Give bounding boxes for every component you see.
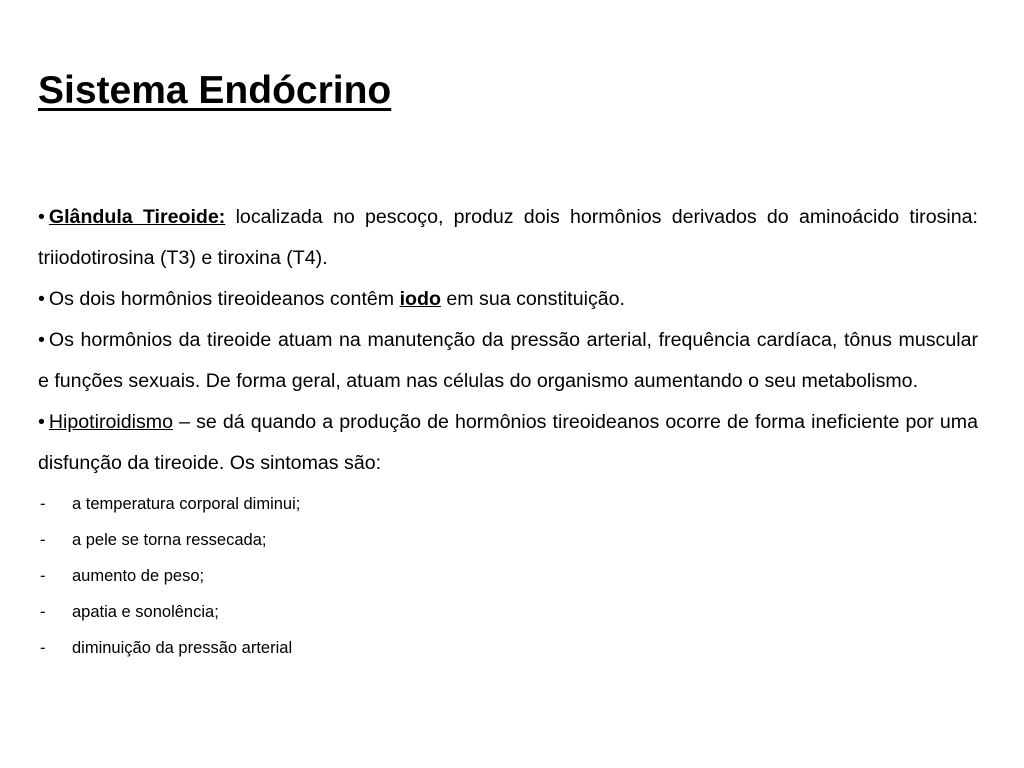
- symptom-text: a temperatura corporal diminui;: [72, 495, 301, 513]
- symptom-item: [38, 522, 978, 558]
- symptom-text: aumento de peso;: [72, 567, 205, 585]
- dash-marker: -: [40, 567, 46, 585]
- symptom-item: [38, 486, 978, 522]
- bullet-marker: •: [38, 288, 45, 310]
- bullet-hipotiroidismo: [38, 402, 978, 484]
- bullet-text: Os dois hormônios tireoideanos contêm: [48, 288, 400, 310]
- term-hipotiroidismo: Hipotiroidismo: [48, 411, 174, 433]
- term-iodo: iodo: [399, 288, 441, 310]
- dash-marker: -: [40, 531, 46, 549]
- symptom-text: apatia e sonolência;: [72, 603, 219, 621]
- bullet-text: localizada no pescoço, produz dois hormônios derivados do aminoácido tirosina: triiodotirosina (T3) e tiroxina (T4).: [38, 206, 978, 269]
- bullet-marker: •: [38, 329, 45, 351]
- bullet-marker: •: [38, 206, 45, 228]
- symptom-item: [38, 558, 978, 594]
- symptom-item: [38, 630, 978, 666]
- bullet-funcoes: [38, 320, 978, 402]
- dash-marker: -: [40, 639, 46, 657]
- dash-marker: -: [40, 603, 46, 621]
- slide-content: [38, 197, 978, 666]
- bullet-marker: •: [38, 411, 45, 433]
- symptom-text: diminuição da pressão arterial: [72, 639, 293, 657]
- bullet-iodo: [38, 279, 978, 320]
- term-glandula-tireoide: Glândula Tireoide:: [48, 206, 226, 228]
- bullet-glandula-tireoide: [38, 197, 978, 279]
- slide-title: Sistema Endócrino: [38, 69, 392, 112]
- bullet-text: – se dá quando a produção de hormônios tireoideanos ocorre de forma ineficiente por uma disfunção da tireoide. Os sintomas são:: [38, 411, 978, 474]
- symptom-item: [38, 594, 978, 630]
- bullet-text: Os hormônios da tireoide atuam na manutenção da pressão arterial, frequência cardíaca, tônus muscular e funções sexuais. De forma geral, atuam nas células do organismo aumentando o seu metabolismo.: [38, 329, 978, 392]
- symptom-list: [38, 486, 978, 666]
- dash-marker: -: [40, 495, 46, 513]
- symptom-text: a pele se torna ressecada;: [72, 531, 267, 549]
- bullet-text: em sua constituição.: [440, 288, 625, 310]
